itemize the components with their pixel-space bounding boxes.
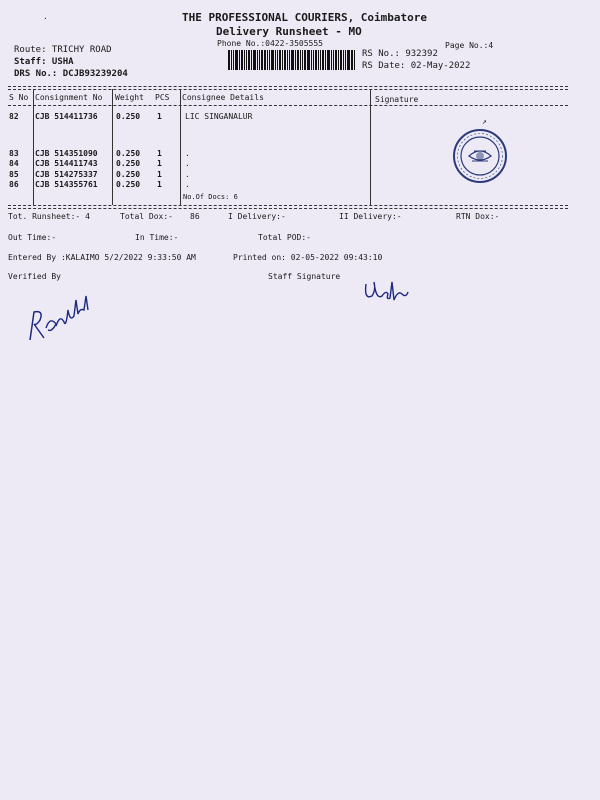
barcode-bar xyxy=(248,50,250,70)
barcode-bar xyxy=(333,50,334,70)
table-bottom-rule xyxy=(8,205,568,206)
barcode-bar xyxy=(287,50,288,70)
route-label: Route: TRICHY ROAD xyxy=(14,45,112,55)
barcode-bar xyxy=(261,50,263,70)
row-pcs: 1 xyxy=(157,170,162,179)
row-pcs: 1 xyxy=(157,112,162,121)
phone-number: Phone No.:0422-3505555 xyxy=(217,39,323,48)
barcode-bar xyxy=(231,50,232,70)
page-number: Page No.:4 xyxy=(445,41,494,50)
row-consignee: . xyxy=(185,159,190,168)
barcode-bar xyxy=(318,50,319,70)
col-divider xyxy=(33,89,34,205)
barcode-bar xyxy=(295,50,296,70)
verifier-signature xyxy=(20,280,100,350)
document-title: Delivery Runsheet - MO xyxy=(216,25,362,38)
drs-number: DRS No.: DCJB93239204 xyxy=(14,69,128,79)
header-weight: Weight xyxy=(115,93,144,102)
barcode-bar xyxy=(267,50,268,70)
barcode-bar xyxy=(322,50,324,70)
header-consignment: Consignment No xyxy=(35,93,103,102)
table-bottom-rule-2 xyxy=(8,208,568,209)
row-consignment: CJB 514411736 xyxy=(35,112,98,121)
row-consignee: . xyxy=(185,170,190,179)
company-title: THE PROFESSIONAL COURIERS, Coimbatore xyxy=(182,11,428,24)
barcode-bar xyxy=(239,50,240,70)
barcode-bar xyxy=(335,50,337,70)
barcode-bar xyxy=(300,50,301,70)
barcode-bar xyxy=(253,50,256,70)
barcode-bar xyxy=(315,50,317,70)
printed-on: Printed on: 02-05-2022 09:43:10 xyxy=(233,253,383,262)
barcode-bar xyxy=(241,50,243,70)
barcode-bar xyxy=(269,50,270,70)
barcode-bar xyxy=(235,50,238,70)
total-dox-value: 86 xyxy=(190,212,200,221)
barcode-bar xyxy=(246,50,247,70)
barcode-bar xyxy=(244,50,245,70)
col-divider xyxy=(370,89,371,205)
total-dox-label: Total Dox:- xyxy=(120,212,173,221)
barcode-bar xyxy=(275,50,276,70)
barcode xyxy=(228,50,356,70)
barcode-bar xyxy=(297,50,299,70)
barcode-bar xyxy=(277,50,278,70)
verified-by-label: Verified By xyxy=(8,272,61,281)
row-consignment: CJB 514355761 xyxy=(35,180,98,189)
barcode-bar xyxy=(340,50,342,70)
barcode-bar xyxy=(251,50,252,70)
table-top-rule xyxy=(8,86,568,87)
row-sno: 83 xyxy=(9,149,19,158)
barcode-bar xyxy=(284,50,286,70)
row-weight: 0.250 xyxy=(116,180,141,189)
no-of-docs: No.Of Docs: 6 xyxy=(183,193,238,201)
row-pcs: 1 xyxy=(157,159,162,168)
out-time: Out Time:- xyxy=(8,233,57,242)
row-sno: 86 xyxy=(9,180,19,189)
rtn-dox: RTN Dox:- xyxy=(456,212,500,221)
row-sno: 85 xyxy=(9,170,19,179)
row-consignee: . xyxy=(185,180,190,189)
entered-by: Entered By :KALAIMO 5/2/2022 9:33:50 AM xyxy=(8,253,196,262)
in-time: In Time:- xyxy=(135,233,179,242)
stray-dot: · xyxy=(43,14,48,23)
header-consignee: Consignee Details xyxy=(182,93,264,102)
barcode-bar xyxy=(325,50,326,70)
row-consignment: CJB 514411743 xyxy=(35,159,98,168)
barcode-bar xyxy=(307,50,310,70)
barcode-bar xyxy=(304,50,306,70)
col-divider xyxy=(112,89,113,205)
row-pcs: 1 xyxy=(157,180,162,189)
row-weight: 0.250 xyxy=(116,159,141,168)
table-top-rule-2 xyxy=(8,89,568,90)
barcode-bar xyxy=(343,50,344,70)
barcode-bar xyxy=(345,50,346,70)
row-weight: 0.250 xyxy=(116,112,141,121)
barcode-bar xyxy=(302,50,303,70)
row-weight: 0.250 xyxy=(116,170,141,179)
row-consignee: LIC SINGANALUR xyxy=(185,112,253,121)
tot-runsheet: Tot. Runsheet:- 4 xyxy=(8,212,90,221)
header-signature: Signature xyxy=(375,95,419,104)
barcode-bar xyxy=(291,50,294,70)
barcode-bar xyxy=(289,50,290,70)
rs-date: RS Date: 02-May-2022 xyxy=(362,61,471,71)
barcode-bar xyxy=(313,50,314,70)
barcode-bar xyxy=(279,50,281,70)
barcode-bar xyxy=(351,50,353,70)
barcode-bar xyxy=(264,50,266,70)
barcode-bar xyxy=(271,50,274,70)
row-pcs: 1 xyxy=(157,149,162,158)
total-pod: Total POD:- xyxy=(258,233,311,242)
barcode-bar xyxy=(259,50,260,70)
header-bottom-rule xyxy=(8,105,568,106)
row-consignment: CJB 514351090 xyxy=(35,149,98,158)
barcode-bar xyxy=(320,50,321,70)
row-sno: 82 xyxy=(9,112,19,121)
row-weight: 0.250 xyxy=(116,149,141,158)
staff-signature-label: Staff Signature xyxy=(268,272,341,281)
rubber-stamp-seal xyxy=(452,128,508,184)
barcode-bar xyxy=(282,50,283,70)
seal-mark: ↗ xyxy=(482,117,487,126)
barcode-bar xyxy=(311,50,312,70)
barcode-bar xyxy=(338,50,339,70)
barcode-bar xyxy=(347,50,350,70)
staff-handwritten-signature xyxy=(362,278,412,306)
barcode-bar xyxy=(257,50,258,70)
barcode-bar xyxy=(228,50,230,70)
header-pcs: PCS xyxy=(155,93,170,102)
barcode-bar xyxy=(354,50,355,70)
barcode-bar xyxy=(331,50,332,70)
header-sno: S No xyxy=(9,93,29,102)
row-sno: 84 xyxy=(9,159,19,168)
row-consignee: . xyxy=(185,149,190,158)
barcode-bar xyxy=(233,50,234,70)
col-divider xyxy=(180,89,181,205)
i-delivery: I Delivery:- xyxy=(228,212,286,221)
ii-delivery: II Delivery:- xyxy=(339,212,402,221)
barcode-bar xyxy=(327,50,330,70)
staff-label: Staff: USHA xyxy=(14,57,74,67)
row-consignment: CJB 514275337 xyxy=(35,170,98,179)
rs-number: RS No.: 932392 xyxy=(362,49,438,59)
